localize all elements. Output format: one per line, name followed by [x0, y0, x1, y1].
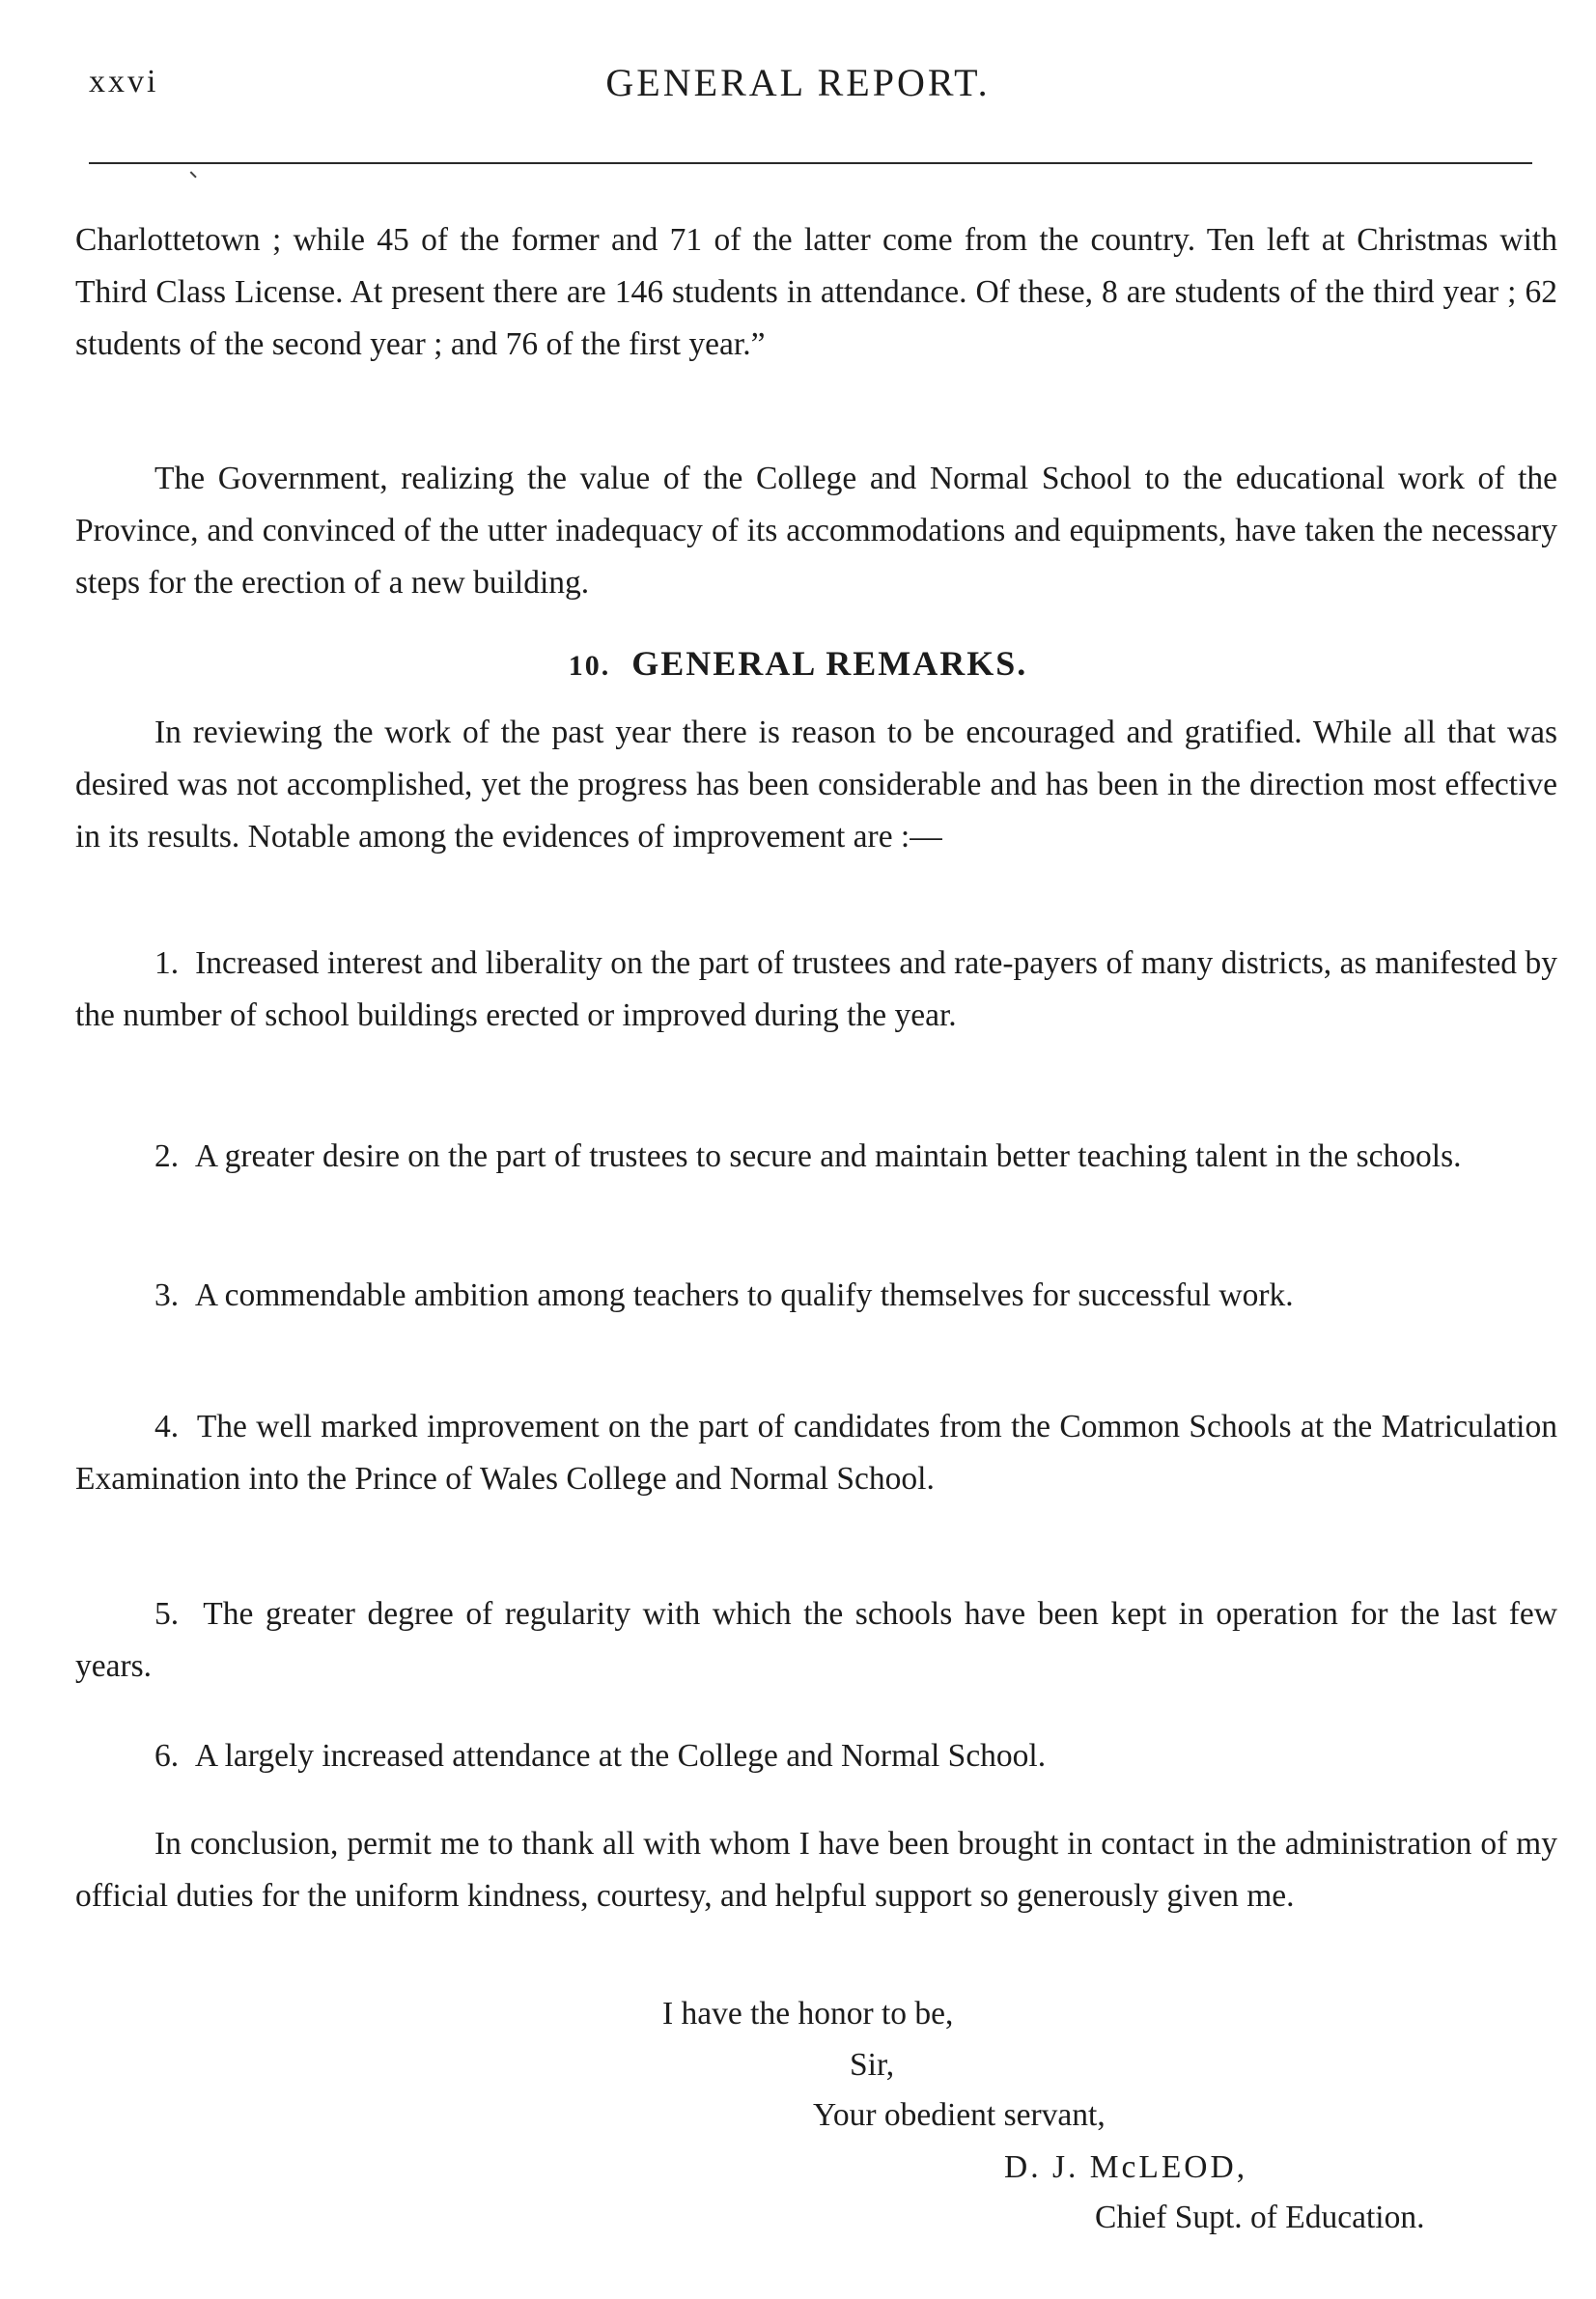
section-heading: [0, 643, 1596, 684]
paragraph-continued: Charlottetown ; while 45 of the former and 71 of the latter come from the country. Ten left at Christmas with Third Class License. At present there are 146 students in attendance. Of these, 8 are students of the third year ; 62 students of the second year ; and 76 of the first year.”: [75, 222, 1557, 362]
print-mark: [190, 166, 203, 179]
item-text: The well marked improvement on the part of candidates from the Common Schools at the Matriculation Examination into the Prince of Wales College and Normal School.: [75, 1409, 1557, 1497]
item-number: 6.: [154, 1738, 180, 1774]
list-item: [75, 1270, 1557, 1322]
list-item: [75, 1131, 1557, 1183]
header-rule: [89, 162, 1532, 164]
signature-name: D. J. McLEOD,: [1004, 2149, 1248, 2185]
item-text: Increased interest and liberality on the part of trustees and rate-payers of many districts, as manifested by the number of school buildings erected or improved during the year.: [75, 945, 1557, 1033]
section-title: GENERAL REMARKS.: [631, 644, 1028, 683]
closing-line: I have the honor to be,: [662, 1996, 954, 2032]
section-number: 10.: [568, 650, 611, 682]
closing-line: Your obedient servant,: [813, 2097, 1106, 2133]
item-number: 4.: [154, 1409, 180, 1444]
item-number: 5.: [154, 1596, 180, 1632]
list-item: [75, 1588, 1557, 1693]
list-item: [75, 1730, 1557, 1782]
item-number: 1.: [154, 945, 180, 981]
paragraph-conclusion: In conclusion, permit me to thank all with whom I have been brought in contact in the administration of my official duties for the uniform kindness, courtesy, and helpful support so generously given me.: [75, 1826, 1557, 1914]
page-number: xxvi: [89, 64, 159, 99]
item-text: A greater desire on the part of trustees to secure and maintain better teaching talent in the schools.: [194, 1138, 1462, 1174]
paragraph-government: The Government, realizing the value of the College and Normal School to the educational work of the Province, and convinced of the utter inadequacy of its accommodations and equipments, have taken the necessary steps for the erection of a new building.: [75, 461, 1557, 601]
item-number: 3.: [154, 1277, 180, 1313]
list-item: [75, 1401, 1557, 1505]
salutation: Sir,: [850, 2047, 895, 2083]
running-title: GENERAL REPORT.: [605, 61, 991, 104]
paragraph-review: In reviewing the work of the past year there is reason to be encouraged and gratified. While all that was desired was not accomplished, yet the progress has been considerable and has been in the direction most effective in its results. Notable among the evidences of improvement are :—: [75, 715, 1557, 855]
item-number: 2.: [154, 1138, 180, 1174]
item-text: A largely increased attendance at the College and Normal School.: [194, 1738, 1047, 1774]
item-text: The greater degree of regularity with which the schools have been kept in operation for the last few years.: [75, 1596, 1557, 1684]
signature-title: Chief Supt. of Education.: [1095, 2200, 1425, 2235]
item-text: A commendable ambition among teachers to qualify themselves for successful work.: [194, 1277, 1294, 1313]
list-item: [75, 938, 1557, 1042]
